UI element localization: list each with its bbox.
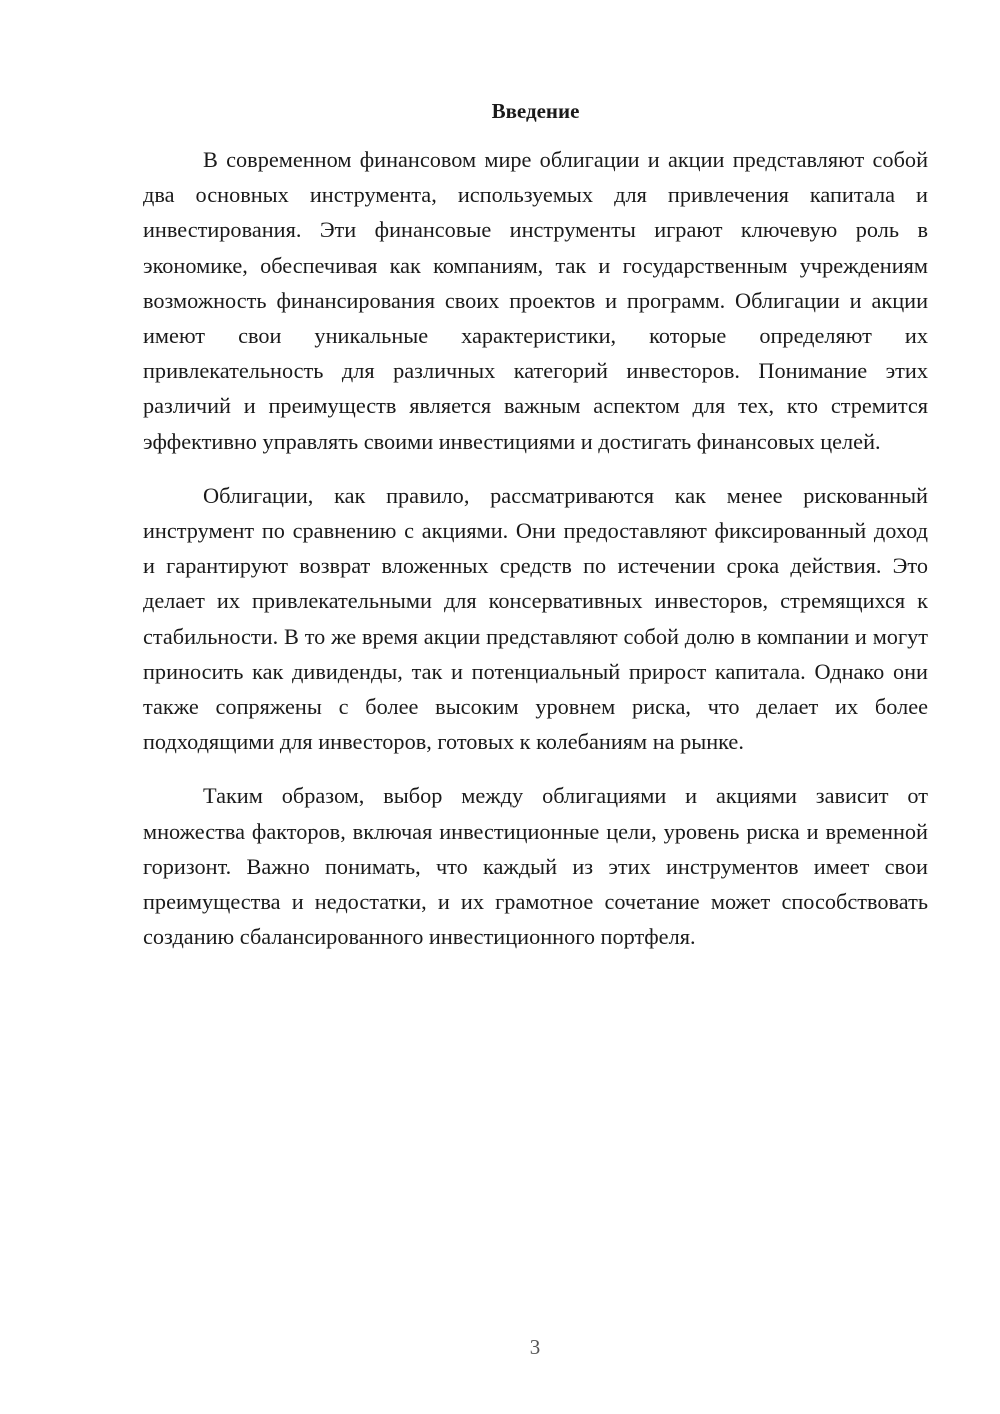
paragraph-3: Таким образом, выбор между облигациями и акциями зависит от множества факторов, включая инвестиционные цели, уровень риска и временной горизонт. Важно понимать, что каждый из этих инструментов имеет свои преимущества и недостатки, и их грамотное сочетание может способствовать созданию сбалансированного инвестиционного портфеля. — [143, 783, 928, 950]
page-number: 3 — [529, 1335, 541, 1359]
paragraph-1: В современном финансовом мире облигации и акции представляют собой два основных инструмента, используемых для привлечения капитала и инвестирования. Эти финансовые инструменты играют ключевую роль в экономике, обеспечивая как компаниям, так и государственным учреждениям возможность финансирования своих проектов и программ. Облигации и акции имеют свои уникальные характеристики, которые определяют их привлекательность для различных категорий инвесторов. Понимание этих различий и преимуществ является важным аспектом для тех, кто стремится эффективно управлять своими инвестициями и достигать финансовых целей. — [143, 147, 928, 454]
paragraph-2: Облигации, как правило, рассматриваются как менее рискованный инструмент по сравнению с акциями. Они предоставляют фиксированный доход и гарантируют возврат вложенных средств по истечении срока действия. Это делает их привлекательными для консервативных инвесторов, стремящихся к стабильности. В то же время акции представляют собой долю в компании и могут приносить как дивиденды, так и потенциальный прирост капитала. Однако они также сопряжены с более высоким уровнем риска, что делает их более подходящими для инвесторов, готовых к колебаниям на рынке. — [143, 482, 928, 755]
body-text — [143, 142, 928, 954]
section-heading: Введение — [491, 99, 580, 123]
